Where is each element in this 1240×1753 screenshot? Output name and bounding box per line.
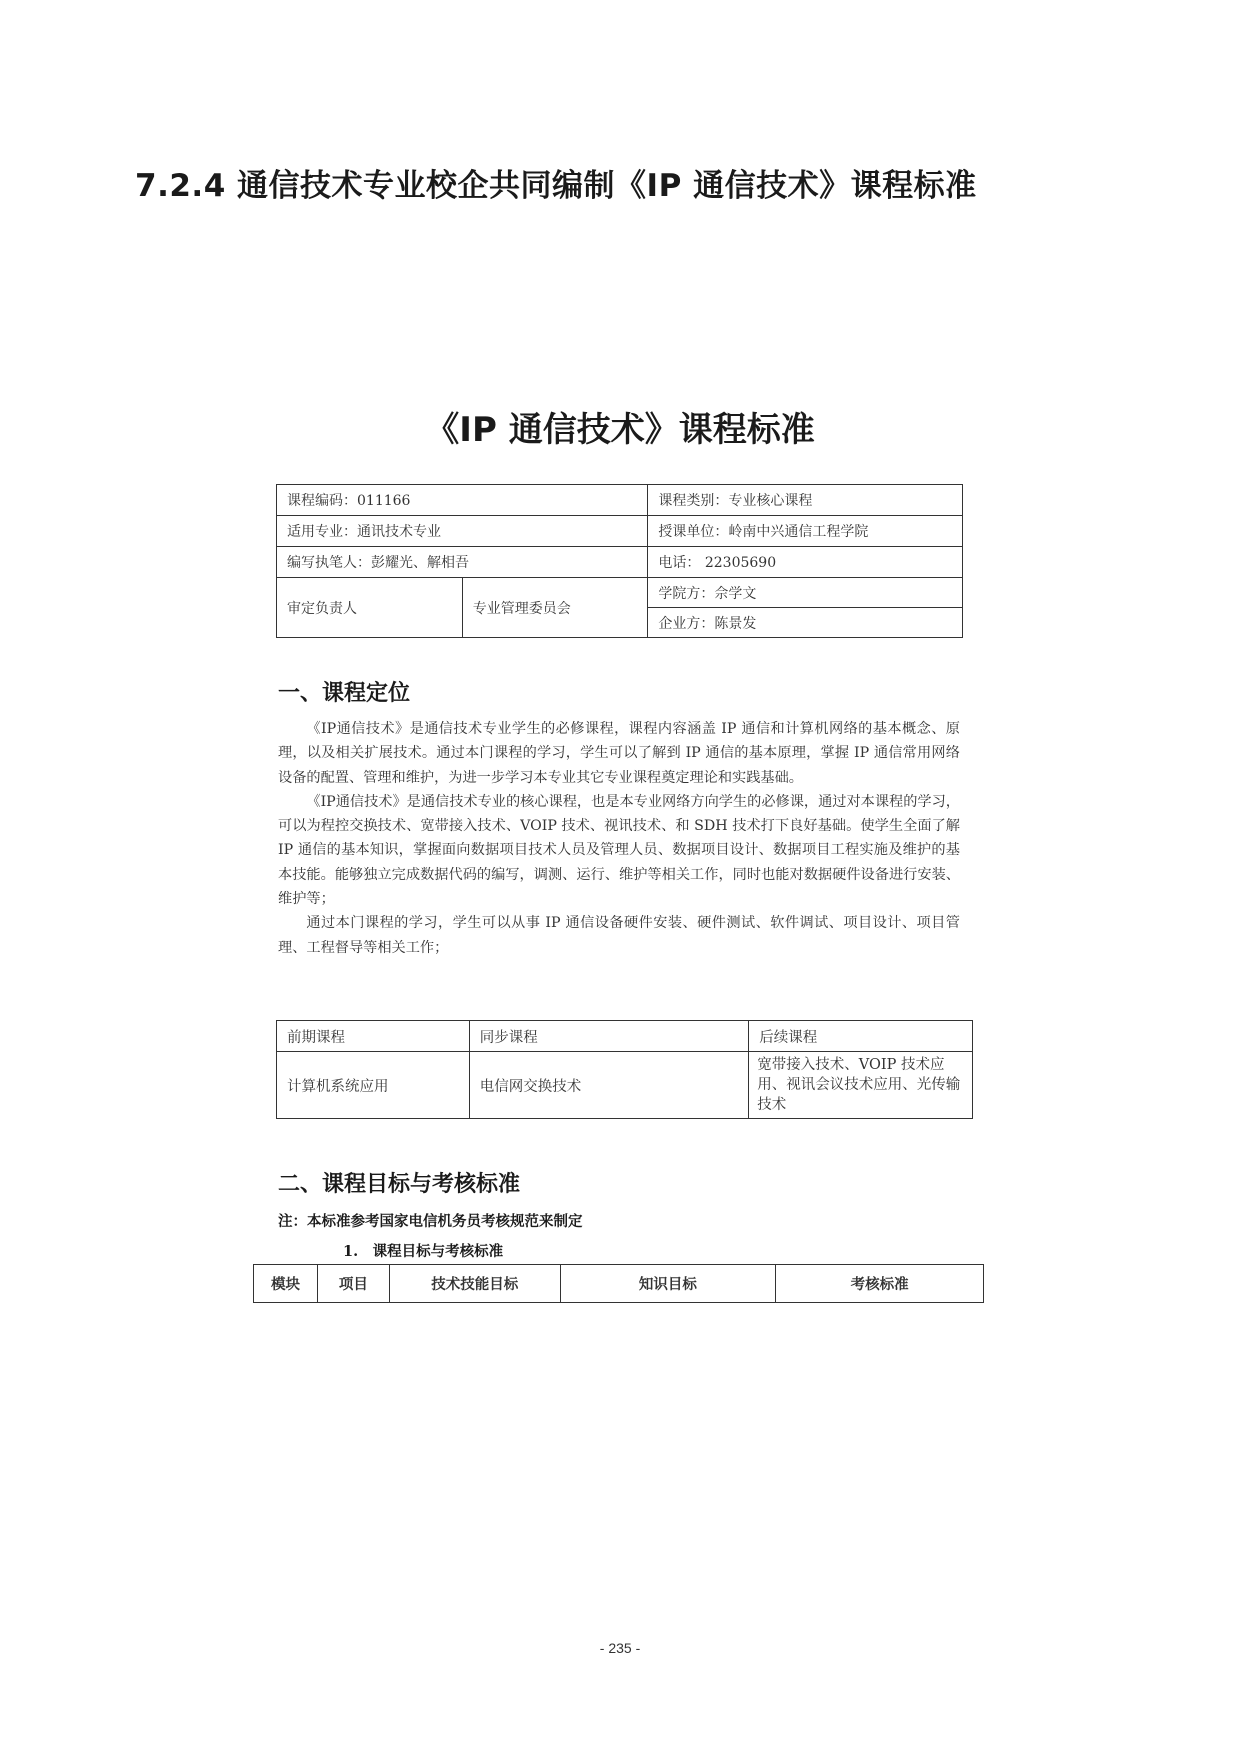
committee-cell: 专业管理委员会 (462, 578, 648, 638)
document-heading: 7.2.4 通信技术专业校企共同编制《IP 通信技术》课程标准 (135, 168, 977, 204)
section1-paragraph: 《IP通信技术》是通信技术专业的核心课程，也是本专业网络方向学生的必修课，通过对本课程的学习，可以为程控交换技术、宽带接入技术、VOIP 技术、视讯技术、和 SDH 技术打下良好基础。使学生全面了解 IP 通信的基本知识，掌握面向数据项目技术人员及管理人员、数据项目设计、数据项目工程实施及维护的基本技能。能够独立完成数据代码的编写，调测、运行、维护等相关工作，同时也能对数据硬件设备进行安装、维护等； (278, 793, 960, 908)
header-follow-up: 后续课程 (749, 1021, 973, 1052)
header-skill-objective: 技术技能目标 (389, 1265, 560, 1303)
writers-cell: 编写执笔人：彭耀光、解相吾 (277, 547, 648, 578)
follow-up-courses: 宽带接入技术、VOIP 技术应用、视讯会议技术应用、光传输技术 (749, 1052, 973, 1119)
enterprise-side-cell: 企业方：陈景发 (648, 608, 963, 638)
prerequisite-course: 计算机系统应用 (277, 1052, 470, 1119)
college-side-cell: 学院方：佘学文 (648, 578, 963, 608)
course-sequence-table (276, 1020, 973, 1119)
reviewer-label-cell: 审定负责人 (277, 578, 463, 638)
course-info-table (276, 484, 963, 638)
header-project: 项目 (317, 1265, 389, 1303)
section1-body (278, 717, 960, 960)
page-number: - 235 - (599, 1640, 641, 1656)
section1-paragraph: 通过本门课程的学习，学生可以从事 IP 通信设备硬件安装、硬件测试、软件调试、项目设计、项目管理、工程督导等相关工作； (278, 915, 960, 956)
header-module: 模块 (254, 1265, 318, 1303)
sub-item-heading: 1. 课程目标与考核标准 (343, 1243, 504, 1260)
concurrent-course: 电信网交换技术 (469, 1052, 749, 1119)
section1-title: 一、课程定位 (278, 681, 411, 706)
phone-cell: 电话： 22305690 (648, 547, 963, 578)
course-code-cell: 课程编码：011166 (277, 485, 648, 516)
header-prerequisite: 前期课程 (277, 1021, 470, 1052)
teaching-unit-cell: 授课单位：岭南中兴通信工程学院 (648, 516, 963, 547)
section1-paragraph: 《IP通信技术》是通信技术专业学生的必修课程，课程内容涵盖 IP 通信和计算机网络的基本概念、原理，以及相关扩展技术。通过本门课程的学习，学生可以了解到 IP 通信的基本原理，掌握 IP 通信常用网络设备的配置、管理和维护，为进一步学习本专业其它专业课程奠定理论和实践基础。 (278, 721, 960, 786)
section2-title: 二、课程目标与考核标准 (278, 1172, 521, 1197)
applicable-major-cell: 适用专业：通讯技术专业 (277, 516, 648, 547)
objectives-table (253, 1264, 984, 1303)
header-concurrent: 同步课程 (469, 1021, 749, 1052)
header-knowledge-objective: 知识目标 (560, 1265, 776, 1303)
standard-title: 《IP 通信技术》课程标准 (425, 410, 815, 450)
header-assessment-standard: 考核标准 (776, 1265, 984, 1303)
course-category-cell: 课程类别：专业核心课程 (648, 485, 963, 516)
standard-note: 注：本标准参考国家电信机务员考核规范来制定 (278, 1213, 583, 1230)
